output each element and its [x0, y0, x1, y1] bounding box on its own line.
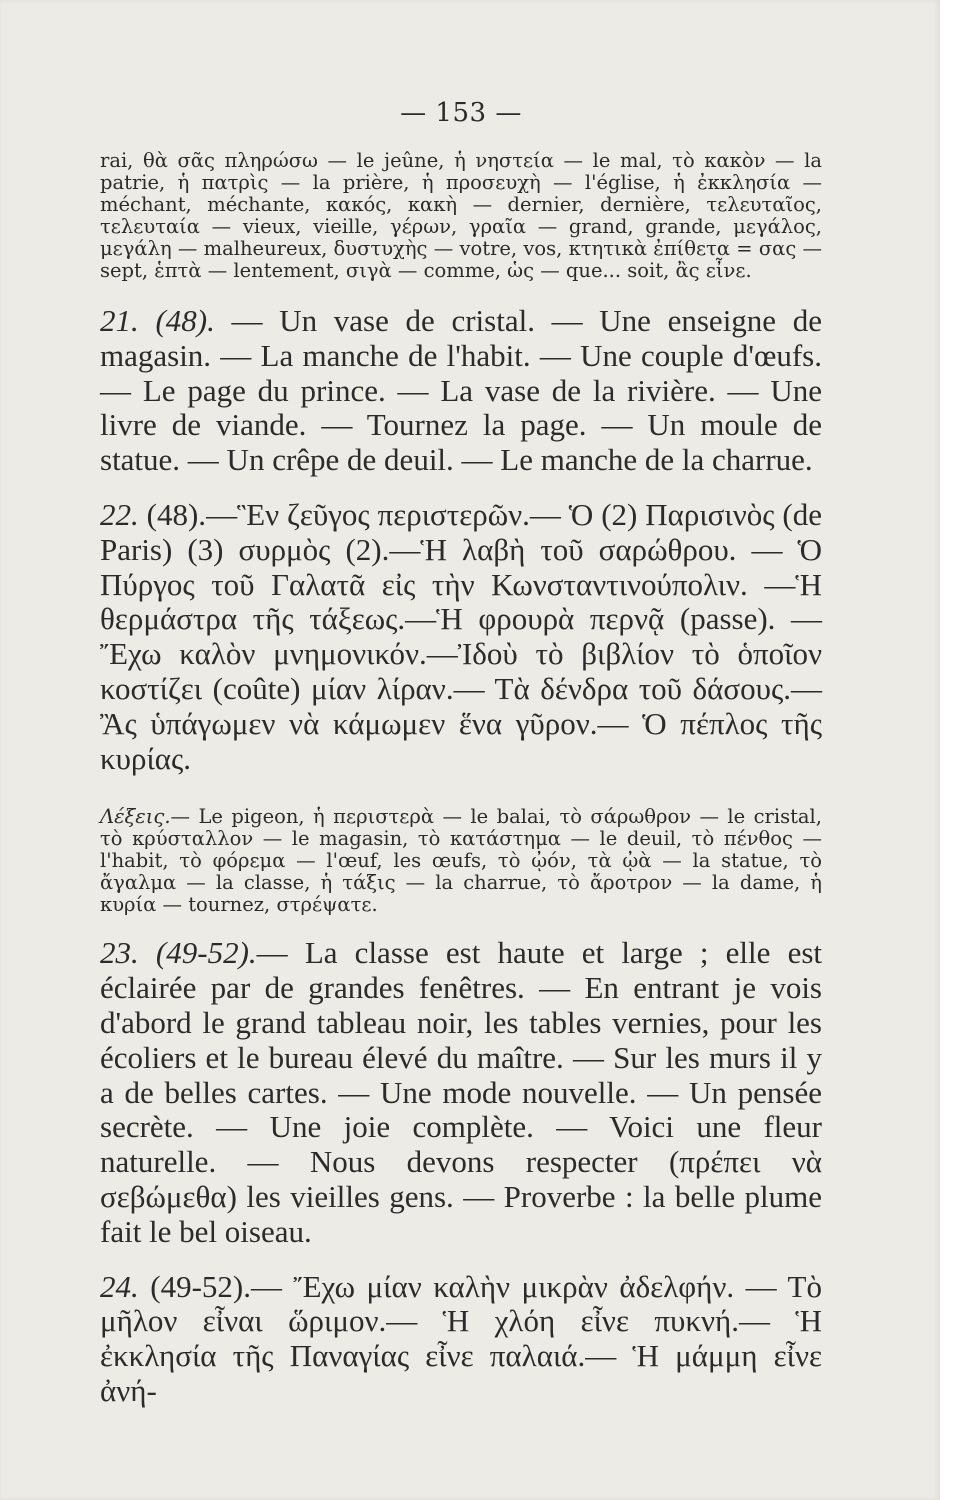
exercise-text: — Ἔχω μίαν καλὴν μικρὰν ἀδελφήν. — Τὸ μῆλον εἶναι ὥριμον.— Ἡ χλόη εἶνε πυκνή.— Ἡ ἐκκλησία τῆς Παναγίας εἶνε παλαιά.— Ἡ μάμμη εἶνε ἀνή- [100, 1268, 822, 1408]
exercise-number: 23. [100, 935, 139, 971]
exercise-22 [100, 498, 822, 776]
exercise-number: 24. [100, 1268, 139, 1304]
exercise-23 [100, 936, 822, 1249]
lexeis-paragraph [100, 806, 822, 916]
exercise-reference: (49-52). [155, 935, 257, 971]
exercise-reference: (48). [155, 303, 215, 338]
exercise-text: — Un vase de cristal. — Une enseigne de magasin. — La manche de l'habit. — Une couple d'œufs. — Le page du prince. — La vase de la rivière. — Une livre de viande. — Tournez la page. — Un moule de statue. — Un crêpe de deuil. — Le manche de la charrue. [100, 303, 823, 478]
lexeis-text: — Le pigeon, ἡ περιστερὰ — le balai, τὸ σάρωθρον — le cristal, τὸ κρύσταλλον — le magasin, τὸ κατάστημα — le deuil, τὸ πένθος — l'habit, τὸ φόρεμα — l'œuf, les œufs, τὸ ᾠόν, τὰ ᾠὰ — la statue, τὸ ἄγαλμα — la classe, ἡ τάξις — la charrue, τὸ ἄροτρον — la dame, ἡ κυρία — tournez, στρέψατε. [100, 805, 822, 917]
exercise-24 [100, 1270, 822, 1409]
exercise-reference: (49-52). [150, 1268, 251, 1304]
exercise-text: — La classe est haute et large ; elle est éclairée par de grandes fenêtres. — En entrant je vois d'abord le grand tableau noir, les tables vernies, pour les écoliers et le bureau élevé du maître. — Sur les murs il y a de belles cartes. — Une mode nouvelle. — Un pensée secrète. — Une joie complète. — Voici une fleur naturelle. — Nous devons respecter (πρέπει νὰ σεβώμεθα) les vieilles gens. — Proverbe : la belle plume fait le bel oiseau. [100, 935, 823, 1249]
exercise-text: —Ἓν ζεῦγος περιστερῶν.— Ὁ (2) Παρισινὸς (de Paris) (3) συρμὸς (2).—Ἡ λαβὴ τοῦ σαρώθρου. — Ὁ Πύργος τοῦ Γαλατᾶ εἰς τὴν Κωνσταντινούπολιν. —Ἡ θερμάστρα τῆς τάξεως.—Ἡ φρουρὰ περνᾷ (passe). —Ἔχω καλὸν μνημονικόν.—Ἰδοὺ τὸ βιβλίον τὸ ὁποῖον κοστίζει (coûte) μίαν λίραν.— Τὰ δένδρα τοῦ δάσους.— Ἂς ὑπάγωμεν νὰ κάμωμεν ἕνα γῦρον.— Ὁ πέπλος τῆς κυρίας. [100, 496, 822, 776]
lexeis-label: Λέξεις. [100, 805, 171, 829]
exercise-number: 21. [100, 303, 139, 338]
exercise-21 [100, 304, 822, 478]
exercise-number: 22. [100, 496, 139, 532]
vocabulary-paragraph: rai, θὰ σᾶς πληρώσω — le jeûne, ἡ νηστεία — le mal, τὸ κακὸν — la patrie, ἡ πατρὶς — la prière, ἡ προσευχὴ — l'église, ἡ ἐκκλησία — méchant, méchante, κακός, κακὴ — dernier, dernière, τελευταῖος, τελευταία — vieux, vieille, γέρων, γραῖα — grand, grande, μεγάλος, μεγάλη — malheureux, δυστυχὴς — votre, vos, κτητικὰ ἐπίθετα = σας — sept, ἑπτὰ — lentement, σιγὰ — comme, ὡς — que... soit, ἂς εἶνε. [100, 149, 822, 282]
page-number: — 153 — [400, 98, 522, 128]
exercise-reference: (48). [146, 496, 207, 532]
page-content [100, 98, 822, 1409]
